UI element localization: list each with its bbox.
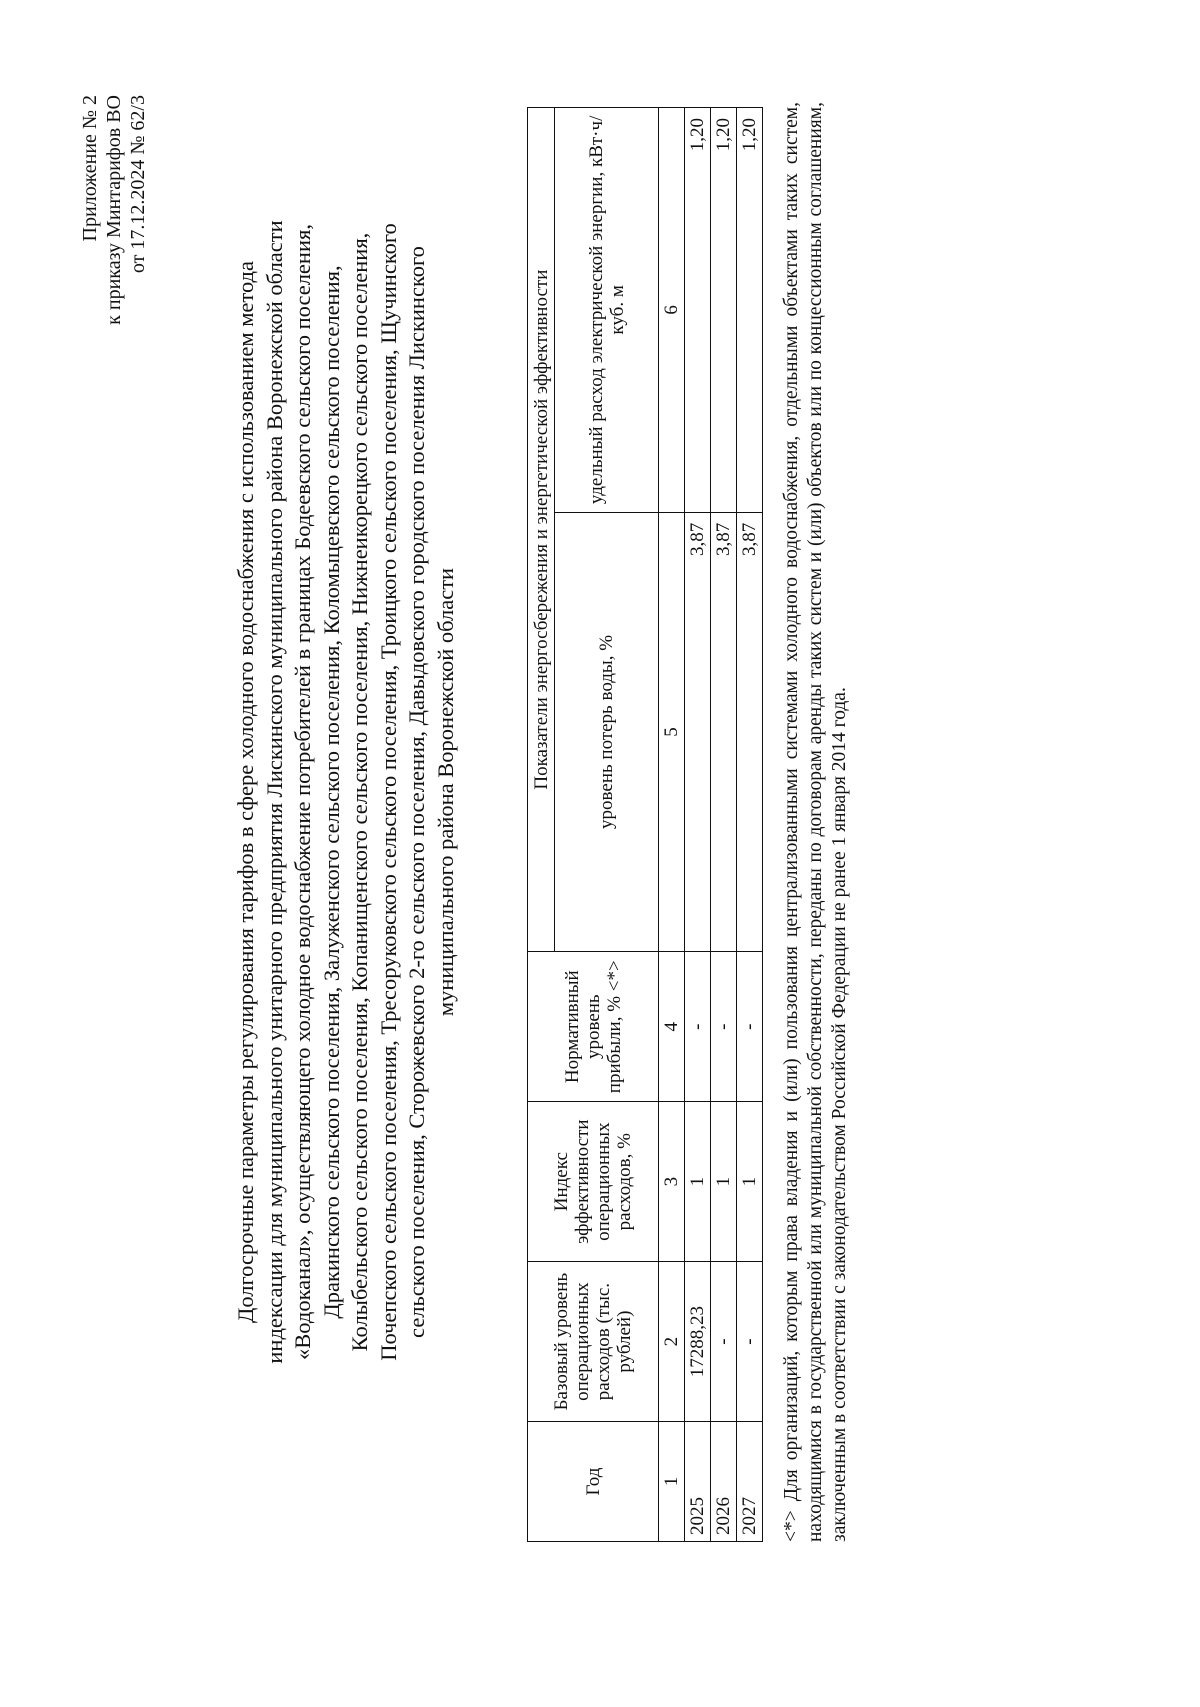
header-base-level: Базовый уровень операционных расходов (тыс. рублей) (528, 1262, 659, 1422)
title-line: индексации для муниципального унитарного предприятия Лискинского муниципального района Воронежской области (261, 220, 287, 1364)
appendix-order-date: от 17.12.2024 № 62/3 (127, 95, 149, 274)
title-line: Дракинского сельского поселения, Залуженского сельского поселения, Коломыцевского сельского поселения, (318, 265, 344, 1319)
cell-normative-profit: - (737, 952, 763, 1102)
footnote: <*> Для организаций, которым права владения и (или) пользования централизованными системами холодного водоснабжения, отдельными объектами таких систем, находящимися в государственной или муниципальной собственности, переданы по договорам аренды таких систем и (или) объектов или по концессионным соглашениям, заключенным в соответствии с законодательством Российской Федерации не ранее 1 января 2014 года. (781, 102, 850, 1542)
cell-year: 2026 (711, 1422, 737, 1542)
column-number: 3 (659, 1102, 685, 1262)
title-line: муниципального района Воронежской области (432, 567, 458, 1017)
column-number: 1 (659, 1422, 685, 1542)
cell-water-loss: 3,87 (685, 512, 711, 952)
document-title (232, 77, 460, 1507)
cell-water-loss: 3,87 (711, 512, 737, 952)
appendix-number: Приложение № 2 (79, 95, 101, 242)
table-row (737, 108, 763, 1542)
header-normative-profit: Нормативный уровень прибыли, % <*> (528, 952, 659, 1102)
cell-specific-energy: 1,20 (685, 108, 711, 513)
table-row (711, 108, 737, 1542)
cell-efficiency-index: 1 (711, 1102, 737, 1262)
appendix-order-ref: к приказу Минтарифов ВО (103, 95, 125, 325)
column-number-row (659, 108, 685, 1542)
cell-specific-energy: 1,20 (737, 108, 763, 513)
appendix-header (78, 95, 150, 475)
title-line: Колыбельского сельского поселения, Копанищенского сельского поселения, Нижнеикорецкого сельского поселения, (347, 232, 372, 1352)
cell-specific-energy: 1,20 (711, 108, 737, 513)
column-number: 4 (659, 952, 685, 1102)
column-number: 2 (659, 1262, 685, 1422)
title-line: «Водоканал», осуществляющего холодное водоснабжение потребителей в границах Бодеевского сельского поселения, (290, 224, 315, 1360)
column-number: 6 (659, 108, 685, 513)
title-line: Почепского сельского поселения, Тресоруковского сельского поселения, Троицкого сельского поселения, Щучинского (375, 223, 401, 1361)
header-specific-energy: удельный расход электрической энергии, кВт·ч/куб. м (555, 108, 659, 513)
cell-base-level: - (737, 1262, 763, 1422)
header-efficiency-index: Индекс эффективности операционных расходов, % (528, 1102, 659, 1262)
table-header-row (528, 108, 555, 1542)
header-year: Год (528, 1422, 659, 1542)
cell-year: 2027 (737, 1422, 763, 1542)
title-line: Долгосрочные параметры регулирования тарифов в сфере холодного водоснабжения с использованием метода (233, 261, 258, 1324)
header-energy-group: Показатели энергосбережения и энергетической эффективности (528, 108, 555, 952)
cell-normative-profit: - (711, 952, 737, 1102)
cell-base-level: 17288,23 (685, 1262, 711, 1422)
cell-year: 2025 (685, 1422, 711, 1542)
cell-water-loss: 3,87 (737, 512, 763, 952)
cell-efficiency-index: 1 (685, 1102, 711, 1262)
title-line: сельского поселения, Сторожевского 2-го сельского поселения, Давыдовского городского поселения Лискинского (404, 246, 429, 1338)
cell-normative-profit: - (685, 952, 711, 1102)
column-number: 5 (659, 512, 685, 952)
table-row (685, 108, 711, 1542)
cell-base-level: - (711, 1262, 737, 1422)
tariff-parameters-table (527, 107, 763, 1542)
header-water-loss: уровень потерь воды, % (555, 512, 659, 952)
cell-efficiency-index: 1 (737, 1102, 763, 1262)
